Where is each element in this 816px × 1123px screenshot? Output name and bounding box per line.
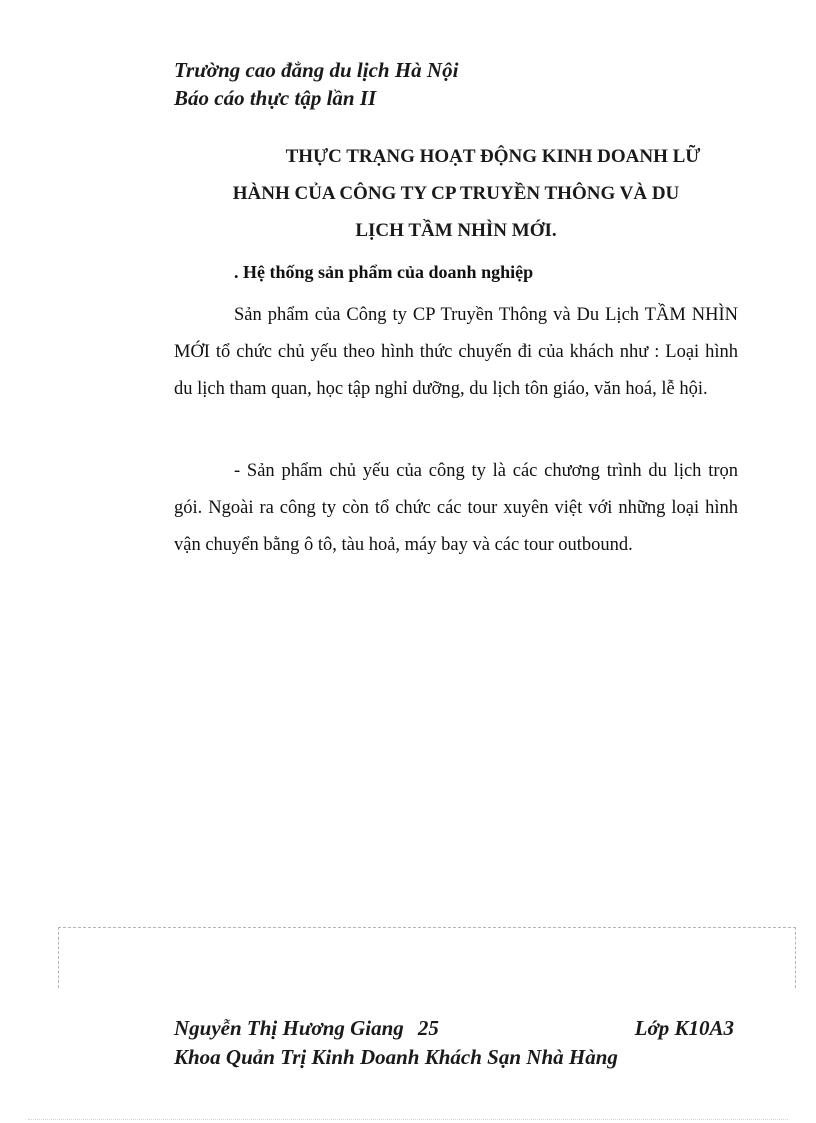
title-line-2: HÀNH CỦA CÔNG TY CP TRUYỀN THÔNG VÀ DU <box>232 183 680 204</box>
footer-separator-box <box>58 927 796 988</box>
page-number: 25 <box>417 1016 439 1040</box>
section-heading: . Hệ thống sản phẩm của doanh nghiệp <box>234 262 534 282</box>
title-line-1: THỰC TRẠNG HOẠT ĐỘNG KINH DOANH LỮ <box>285 146 701 167</box>
paragraph-2 <box>174 453 738 564</box>
faculty-name: Khoa Quản Trị Kinh Doanh Khách Sạn Nhà Hàng <box>174 1045 618 1069</box>
footer-line-1 <box>174 1014 734 1043</box>
class-label: Lớp K10A3 <box>634 1016 734 1040</box>
paragraph-1 <box>174 297 738 408</box>
author-name: Nguyễn Thị Hương Giang <box>174 1016 404 1040</box>
school-name: Trường cao đẳng du lịch Hà Nội <box>174 58 459 82</box>
document-title <box>174 138 738 249</box>
page-footer <box>174 1014 734 1072</box>
title-line-3: LỊCH TẦM NHÌN MỚI. <box>355 220 557 241</box>
footer-author-block <box>174 1014 439 1043</box>
paragraph-1-text: Sản phẩm của Công ty CP Truyền Thông và Du Lịch TẦM NHÌN MỚI tổ chức chủ yếu theo hình thức chuyến đi của khách như : Loại hình du lịch tham quan, học tập nghỉ dưỡng, du lịch tôn giáo, văn hoá, lễ hội. <box>174 305 738 399</box>
paragraph-2-text: - Sản phẩm chủ yếu của công ty là các chương trình du lịch trọn gói. Ngoài ra công ty còn tổ chức các tour xuyên việt với những loại hình vận chuyển bằng ô tô, tàu hoả, máy bay và các tour outbound. <box>174 461 738 555</box>
page-bottom-edge <box>28 1119 788 1120</box>
report-title: Báo cáo thực tập lần II <box>174 86 377 110</box>
page-header <box>174 56 458 112</box>
